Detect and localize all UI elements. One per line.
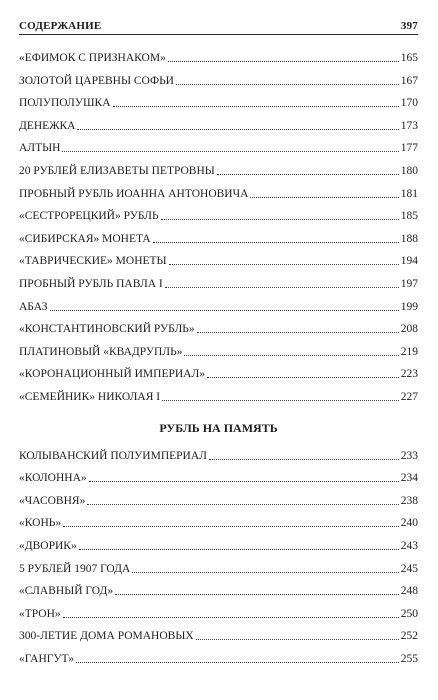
toc-entry-page: 177 xyxy=(400,142,418,155)
toc-entry-page: 250 xyxy=(400,607,418,620)
toc-entry xyxy=(19,343,418,359)
toc-entry-title: 300-ЛЕТИЕ ДОМА РОМАНОВЫХ xyxy=(19,630,194,643)
toc-entry-title: 5 РУБЛЕЙ 1907 ГОДА xyxy=(19,562,131,575)
toc-entry xyxy=(19,117,418,133)
toc-entry-title: «ЧАСОВНЯ» xyxy=(19,494,86,507)
toc-entry xyxy=(19,72,418,88)
toc-entry-title: ПОЛУПОЛУШКА xyxy=(19,97,111,110)
toc-entry-page: 243 xyxy=(400,540,418,552)
dot-leader xyxy=(76,662,399,663)
toc-entry-page: 188 xyxy=(400,232,418,245)
dot-leader xyxy=(196,639,399,640)
page-number: 397 xyxy=(400,20,418,32)
dot-leader xyxy=(161,219,399,220)
toc-entry xyxy=(19,365,418,381)
section-heading: РУБЛЬ НА ПАМЯТЬ xyxy=(159,420,278,435)
toc-entry xyxy=(19,605,418,621)
toc-entry-page: 185 xyxy=(400,210,418,223)
toc-entry-page: 181 xyxy=(400,187,418,200)
toc-entry xyxy=(19,185,418,201)
toc-entry xyxy=(19,139,418,155)
toc-entry xyxy=(19,94,418,110)
toc-entry-title: ЗОЛОТОЙ ЦАРЕВНЫ СОФЬИ xyxy=(19,74,174,87)
dot-leader xyxy=(63,526,399,527)
toc-entry-title: ПЛАТИНОВЫЙ «КВАДРУПЛЬ» xyxy=(19,345,183,358)
toc-entry xyxy=(19,560,418,576)
toc-entry xyxy=(19,492,418,508)
toc-entry xyxy=(19,650,418,666)
dot-leader xyxy=(165,287,399,288)
toc-entry-title: КОЛЫВАНСКИЙ ПОЛУИМПЕРИАЛ xyxy=(19,449,207,462)
toc-entry xyxy=(19,447,418,463)
dot-leader xyxy=(115,594,399,595)
toc-entry xyxy=(19,252,418,268)
toc-entry-title: «ДВОРИК» xyxy=(19,540,77,552)
toc-entry-page: 233 xyxy=(400,449,418,462)
toc-entry-page: 167 xyxy=(400,74,418,87)
toc-entry-page: 180 xyxy=(400,165,418,177)
toc-entry-page: 223 xyxy=(400,368,418,381)
toc-entry-title: «СЛАВНЫЙ ГОД» xyxy=(19,585,114,598)
toc-entry-page: 240 xyxy=(400,517,418,530)
dot-leader xyxy=(168,61,399,62)
toc-entry-page: 208 xyxy=(400,323,418,336)
toc-entry-page: 227 xyxy=(400,391,418,403)
toc-entry-title: «ТРОН» xyxy=(19,607,61,620)
dot-leader xyxy=(184,355,398,356)
dot-leader xyxy=(77,129,398,130)
toc-entry xyxy=(19,49,418,65)
toc-entry-title: «СЕМЕЙНИК» НИКОЛАЯ I xyxy=(19,391,161,403)
toc-entry-title: 20 РУБЛЕЙ ЕЛИЗАВЕТЫ ПЕТРОВНЫ xyxy=(19,165,215,177)
toc-entry xyxy=(19,627,418,643)
toc-entry xyxy=(19,582,418,598)
toc-entry-page: 245 xyxy=(400,562,418,575)
toc-entry-title: «КОЛОННА» xyxy=(19,472,87,485)
toc-entry-title: ПРОБНЫЙ РУБЛЬ ИОАННА АНТОНОВИЧА xyxy=(19,187,249,200)
toc-entry-page: 219 xyxy=(400,345,418,358)
toc-entry xyxy=(19,537,418,553)
toc-entry-page: 199 xyxy=(400,300,418,313)
dot-leader xyxy=(132,572,398,573)
toc-entry-page: 234 xyxy=(400,472,418,485)
toc-entry-page: 248 xyxy=(400,585,418,598)
toc-entry-title: ДЕНЕЖКА xyxy=(19,119,76,132)
toc-entry-title: «ЕФИМОК С ПРИЗНАКОМ» xyxy=(19,52,166,64)
toc-entry xyxy=(19,514,418,530)
toc-entry xyxy=(19,388,418,404)
toc-entry-title: ПРОБНЫЙ РУБЛЬ ПАВЛА I xyxy=(19,278,163,290)
toc-entry-title: «СИБИРСКАЯ» МОНЕТА xyxy=(19,232,151,245)
dot-leader xyxy=(79,549,399,550)
toc-entry-page: 173 xyxy=(400,119,418,132)
toc-entry-page: 170 xyxy=(400,97,418,110)
toc-entry-title: «СЕСТРОРЕЦКИЙ» РУБЛЬ xyxy=(19,210,159,223)
page-header xyxy=(19,20,418,35)
dot-leader xyxy=(197,332,399,333)
toc-entry-title: «ТАВРИЧЕСКИЕ» МОНЕТЫ xyxy=(19,255,167,268)
dot-leader xyxy=(50,310,399,311)
toc-entry-title: АЛТЫН xyxy=(19,142,61,155)
toc-entry xyxy=(19,162,418,178)
toc-entry xyxy=(19,320,418,336)
toc-entry xyxy=(19,298,418,314)
toc-entry-title: «КОНЬ» xyxy=(19,517,62,530)
toc-entry-page: 197 xyxy=(400,278,418,290)
dot-leader xyxy=(62,151,398,152)
toc-entry-page: 238 xyxy=(400,494,418,507)
dot-leader xyxy=(250,197,398,198)
dot-leader xyxy=(176,84,399,85)
dot-leader xyxy=(113,106,399,107)
toc-entry-title: «ГАНГУТ» xyxy=(19,653,75,665)
dot-leader xyxy=(87,504,398,505)
toc-entry-title: АБАЗ xyxy=(19,300,48,313)
toc-entry xyxy=(19,230,418,246)
dot-leader xyxy=(207,377,399,378)
dot-leader xyxy=(162,400,399,401)
toc-entry-title: «КОРОНАЦИОННЫЙ ИМПЕРИАЛ» xyxy=(19,368,206,381)
toc-entry-page: 252 xyxy=(400,630,418,643)
toc-entry-page: 255 xyxy=(400,653,418,665)
running-head: СОДЕРЖАНИЕ xyxy=(19,20,102,32)
dot-leader xyxy=(209,459,399,460)
dot-leader xyxy=(63,617,399,618)
dot-leader xyxy=(169,264,399,265)
toc-entry-title: «КОНСТАНТИНОВСКИЙ РУБЛЬ» xyxy=(19,323,195,336)
toc-entry xyxy=(19,275,418,291)
dot-leader xyxy=(89,481,399,482)
toc-entry-page: 194 xyxy=(400,255,418,268)
toc-entry xyxy=(19,207,418,223)
dot-leader xyxy=(217,174,399,175)
dot-leader xyxy=(153,242,399,243)
toc-entry xyxy=(19,469,418,485)
toc-entry-page: 165 xyxy=(400,52,418,64)
